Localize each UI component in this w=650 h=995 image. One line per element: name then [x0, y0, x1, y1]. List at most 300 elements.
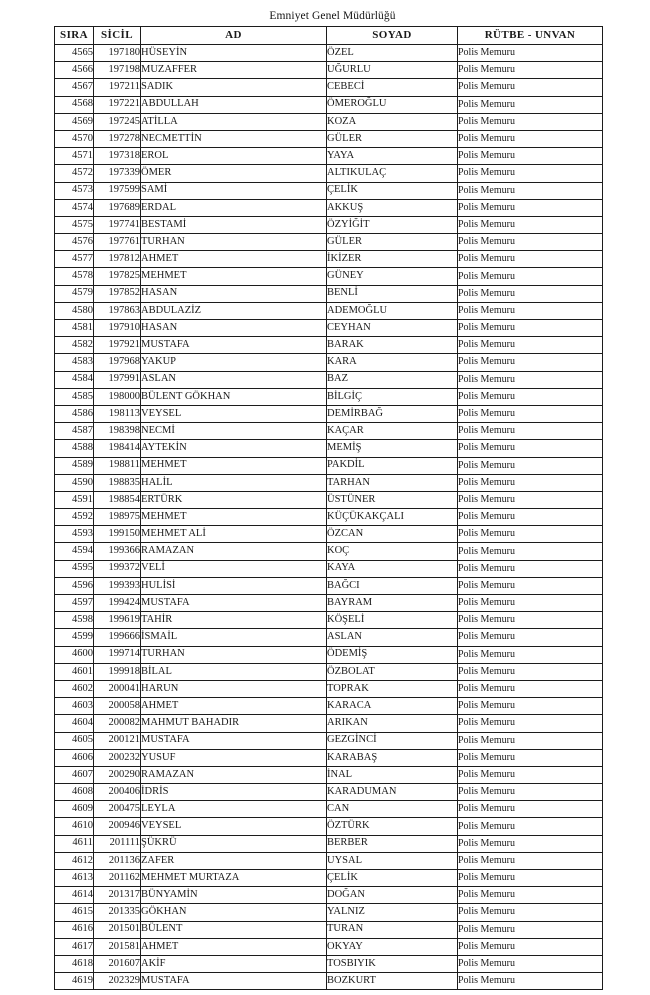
table-row — [55, 388, 603, 405]
table-row — [55, 543, 603, 560]
cell-rutbe: Polis Memuru — [458, 784, 603, 801]
table-row — [55, 354, 603, 371]
table-row — [55, 216, 603, 233]
cell-ad: HASAN — [141, 320, 327, 337]
cell-ad: HALİL — [141, 474, 327, 491]
cell-ad: RAMAZAN — [141, 766, 327, 783]
cell-sicil: 197863 — [94, 302, 141, 319]
column-header-rutbe: RÜTBE - UNVAN — [458, 27, 603, 45]
cell-sicil: 198398 — [94, 423, 141, 440]
cell-rutbe: Polis Memuru — [458, 491, 603, 508]
table-row — [55, 766, 603, 783]
cell-soyad: ÖZBOLAT — [327, 663, 458, 680]
cell-sicil: 197599 — [94, 182, 141, 199]
cell-rutbe: Polis Memuru — [458, 560, 603, 577]
cell-sicil: 198835 — [94, 474, 141, 491]
table-row — [55, 45, 603, 62]
table-row — [55, 955, 603, 972]
cell-sira: 4595 — [55, 560, 94, 577]
cell-soyad: KOÇ — [327, 543, 458, 560]
table-row — [55, 268, 603, 285]
cell-sira: 4602 — [55, 680, 94, 697]
cell-sicil: 200058 — [94, 698, 141, 715]
cell-sira: 4567 — [55, 79, 94, 96]
cell-sira: 4577 — [55, 251, 94, 268]
cell-soyad: GÜNEY — [327, 268, 458, 285]
cell-ad: BÜNYAMİN — [141, 887, 327, 904]
cell-soyad: TOSBIYIK — [327, 955, 458, 972]
cell-sicil: 199393 — [94, 577, 141, 594]
cell-sicil: 200041 — [94, 680, 141, 697]
cell-sicil: 198113 — [94, 405, 141, 422]
cell-soyad: CEBECİ — [327, 79, 458, 96]
table-row — [55, 663, 603, 680]
cell-ad: VELİ — [141, 560, 327, 577]
cell-ad: NECMİ — [141, 423, 327, 440]
cell-sira: 4598 — [55, 612, 94, 629]
cell-soyad: ÖZCAN — [327, 526, 458, 543]
cell-soyad: MEMİŞ — [327, 440, 458, 457]
cell-ad: MUSTAFA — [141, 595, 327, 612]
cell-rutbe: Polis Memuru — [458, 285, 603, 302]
cell-sira: 4585 — [55, 388, 94, 405]
cell-rutbe: Polis Memuru — [458, 766, 603, 783]
column-header-sicil: SİCİL — [94, 27, 141, 45]
table-row — [55, 302, 603, 319]
cell-rutbe: Polis Memuru — [458, 371, 603, 388]
cell-soyad: AKKUŞ — [327, 199, 458, 216]
cell-rutbe: Polis Memuru — [458, 182, 603, 199]
cell-sira: 4576 — [55, 234, 94, 251]
cell-sira: 4583 — [55, 354, 94, 371]
table-row — [55, 165, 603, 182]
cell-soyad: ÇELİK — [327, 870, 458, 887]
table-row — [55, 577, 603, 594]
cell-rutbe: Polis Memuru — [458, 973, 603, 990]
cell-soyad: İNAL — [327, 766, 458, 783]
cell-rutbe: Polis Memuru — [458, 887, 603, 904]
cell-sicil: 198854 — [94, 491, 141, 508]
table-row — [55, 612, 603, 629]
cell-rutbe: Polis Memuru — [458, 612, 603, 629]
table-row — [55, 79, 603, 96]
cell-sira: 4593 — [55, 526, 94, 543]
table-row — [55, 698, 603, 715]
cell-sicil: 197991 — [94, 371, 141, 388]
cell-sicil: 199714 — [94, 646, 141, 663]
table-row — [55, 371, 603, 388]
cell-rutbe: Polis Memuru — [458, 870, 603, 887]
cell-sira: 4582 — [55, 337, 94, 354]
cell-sicil: 198414 — [94, 440, 141, 457]
cell-sira: 4579 — [55, 285, 94, 302]
cell-sicil: 201501 — [94, 921, 141, 938]
cell-sicil: 199619 — [94, 612, 141, 629]
cell-soyad: OKYAY — [327, 938, 458, 955]
cell-ad: MEHMET — [141, 268, 327, 285]
cell-sicil: 200406 — [94, 784, 141, 801]
cell-sicil: 197910 — [94, 320, 141, 337]
table-row — [55, 405, 603, 422]
cell-soyad: UĞURLU — [327, 62, 458, 79]
cell-sicil: 200290 — [94, 766, 141, 783]
cell-ad: GÖKHAN — [141, 904, 327, 921]
cell-rutbe: Polis Memuru — [458, 663, 603, 680]
table-row — [55, 96, 603, 113]
cell-rutbe: Polis Memuru — [458, 904, 603, 921]
cell-soyad: ÖMEROĞLU — [327, 96, 458, 113]
cell-rutbe: Polis Memuru — [458, 732, 603, 749]
cell-sicil: 198975 — [94, 509, 141, 526]
cell-sicil: 199372 — [94, 560, 141, 577]
cell-rutbe: Polis Memuru — [458, 715, 603, 732]
cell-soyad: BARAK — [327, 337, 458, 354]
table-row — [55, 423, 603, 440]
table-header-row — [55, 27, 603, 45]
cell-ad: ABDULAZİZ — [141, 302, 327, 319]
cell-rutbe: Polis Memuru — [458, 320, 603, 337]
cell-soyad: ÖDEMİŞ — [327, 646, 458, 663]
cell-sicil: 198811 — [94, 457, 141, 474]
cell-sira: 4618 — [55, 955, 94, 972]
cell-sicil: 197278 — [94, 130, 141, 147]
table-row — [55, 801, 603, 818]
cell-rutbe: Polis Memuru — [458, 62, 603, 79]
cell-soyad: KOZA — [327, 113, 458, 130]
cell-rutbe: Polis Memuru — [458, 680, 603, 697]
cell-soyad: KARADUMAN — [327, 784, 458, 801]
cell-sicil: 197741 — [94, 216, 141, 233]
cell-sira: 4594 — [55, 543, 94, 560]
cell-rutbe: Polis Memuru — [458, 337, 603, 354]
cell-rutbe: Polis Memuru — [458, 45, 603, 62]
cell-sicil: 202329 — [94, 973, 141, 990]
cell-sira: 4601 — [55, 663, 94, 680]
cell-sira: 4591 — [55, 491, 94, 508]
cell-ad: HASAN — [141, 285, 327, 302]
cell-sira: 4617 — [55, 938, 94, 955]
cell-sicil: 197852 — [94, 285, 141, 302]
cell-ad: VEYSEL — [141, 818, 327, 835]
cell-sira: 4575 — [55, 216, 94, 233]
cell-ad: NECMETTİN — [141, 130, 327, 147]
cell-ad: BİLAL — [141, 663, 327, 680]
cell-sira: 4586 — [55, 405, 94, 422]
cell-sicil: 197761 — [94, 234, 141, 251]
table-row — [55, 938, 603, 955]
cell-sira: 4587 — [55, 423, 94, 440]
cell-sira: 4599 — [55, 629, 94, 646]
cell-rutbe: Polis Memuru — [458, 938, 603, 955]
cell-sicil: 197180 — [94, 45, 141, 62]
cell-sicil: 199918 — [94, 663, 141, 680]
table-row — [55, 491, 603, 508]
cell-sira: 4590 — [55, 474, 94, 491]
cell-sicil: 200082 — [94, 715, 141, 732]
cell-sira: 4608 — [55, 784, 94, 801]
cell-ad: TAHİR — [141, 612, 327, 629]
cell-ad: MEHMET MURTAZA — [141, 870, 327, 887]
cell-soyad: BOZKURT — [327, 973, 458, 990]
cell-soyad: YAYA — [327, 148, 458, 165]
table-row — [55, 732, 603, 749]
cell-sira: 4596 — [55, 577, 94, 594]
cell-rutbe: Polis Memuru — [458, 629, 603, 646]
cell-sira: 4611 — [55, 835, 94, 852]
cell-soyad: KARA — [327, 354, 458, 371]
cell-sicil: 201335 — [94, 904, 141, 921]
cell-rutbe: Polis Memuru — [458, 148, 603, 165]
cell-rutbe: Polis Memuru — [458, 955, 603, 972]
cell-ad: TURHAN — [141, 646, 327, 663]
cell-rutbe: Polis Memuru — [458, 130, 603, 147]
cell-ad: AKİF — [141, 955, 327, 972]
cell-rutbe: Polis Memuru — [458, 405, 603, 422]
cell-ad: MUSTAFA — [141, 337, 327, 354]
cell-sira: 4613 — [55, 870, 94, 887]
cell-ad: MUSTAFA — [141, 973, 327, 990]
cell-ad: MEHMET ALİ — [141, 526, 327, 543]
cell-sicil: 197198 — [94, 62, 141, 79]
cell-ad: AYTEKİN — [141, 440, 327, 457]
table-row — [55, 113, 603, 130]
cell-sira: 4568 — [55, 96, 94, 113]
cell-sira: 4610 — [55, 818, 94, 835]
cell-soyad: DEMİRBAĞ — [327, 405, 458, 422]
cell-ad: ÖMER — [141, 165, 327, 182]
cell-sicil: 197211 — [94, 79, 141, 96]
table-row — [55, 887, 603, 904]
cell-sicil: 197689 — [94, 199, 141, 216]
cell-sicil: 199150 — [94, 526, 141, 543]
cell-rutbe: Polis Memuru — [458, 423, 603, 440]
cell-ad: MEHMET — [141, 457, 327, 474]
cell-rutbe: Polis Memuru — [458, 801, 603, 818]
cell-rutbe: Polis Memuru — [458, 302, 603, 319]
cell-sira: 4609 — [55, 801, 94, 818]
cell-soyad: BAĞCI — [327, 577, 458, 594]
cell-ad: TURHAN — [141, 234, 327, 251]
cell-sicil: 201607 — [94, 955, 141, 972]
cell-rutbe: Polis Memuru — [458, 79, 603, 96]
cell-ad: ERTÜRK — [141, 491, 327, 508]
cell-ad: İSMAİL — [141, 629, 327, 646]
table-row — [55, 234, 603, 251]
cell-soyad: BİLGİÇ — [327, 388, 458, 405]
cell-soyad: KÖŞELİ — [327, 612, 458, 629]
cell-soyad: BAYRAM — [327, 595, 458, 612]
cell-sicil: 197921 — [94, 337, 141, 354]
table-row — [55, 199, 603, 216]
cell-sira: 4614 — [55, 887, 94, 904]
cell-rutbe: Polis Memuru — [458, 354, 603, 371]
cell-sira: 4604 — [55, 715, 94, 732]
cell-rutbe: Polis Memuru — [458, 835, 603, 852]
cell-sicil: 201136 — [94, 852, 141, 869]
cell-sira: 4570 — [55, 130, 94, 147]
cell-rutbe: Polis Memuru — [458, 595, 603, 612]
cell-soyad: KÜÇÜKAKÇALI — [327, 509, 458, 526]
cell-soyad: CEYHAN — [327, 320, 458, 337]
cell-rutbe: Polis Memuru — [458, 474, 603, 491]
cell-rutbe: Polis Memuru — [458, 234, 603, 251]
cell-soyad: ÜSTÜNER — [327, 491, 458, 508]
cell-soyad: ÖZTÜRK — [327, 818, 458, 835]
cell-soyad: ALTIKULAÇ — [327, 165, 458, 182]
cell-ad: VEYSEL — [141, 405, 327, 422]
cell-rutbe: Polis Memuru — [458, 216, 603, 233]
table-row — [55, 182, 603, 199]
table-row — [55, 852, 603, 869]
table-row — [55, 560, 603, 577]
cell-soyad: BERBER — [327, 835, 458, 852]
cell-soyad: İKİZER — [327, 251, 458, 268]
table-body — [55, 45, 603, 990]
cell-sira: 4615 — [55, 904, 94, 921]
cell-sira: 4566 — [55, 62, 94, 79]
cell-soyad: ÇELİK — [327, 182, 458, 199]
cell-sira: 4580 — [55, 302, 94, 319]
cell-sira: 4600 — [55, 646, 94, 663]
cell-sira: 4589 — [55, 457, 94, 474]
cell-rutbe: Polis Memuru — [458, 818, 603, 835]
table-row — [55, 595, 603, 612]
table-row — [55, 784, 603, 801]
cell-soyad: ÖZEL — [327, 45, 458, 62]
table-row — [55, 251, 603, 268]
table-row — [55, 870, 603, 887]
cell-soyad: DOĞAN — [327, 887, 458, 904]
cell-sicil: 197812 — [94, 251, 141, 268]
cell-sira: 4573 — [55, 182, 94, 199]
cell-soyad: GÜLER — [327, 130, 458, 147]
cell-ad: YUSUF — [141, 749, 327, 766]
cell-ad: MEHMET — [141, 509, 327, 526]
cell-ad: İDRİS — [141, 784, 327, 801]
cell-ad: HÜSEYİN — [141, 45, 327, 62]
cell-sira: 4603 — [55, 698, 94, 715]
cell-soyad: KARACA — [327, 698, 458, 715]
cell-soyad: GEZGİNCİ — [327, 732, 458, 749]
table-row — [55, 921, 603, 938]
cell-soyad: ARIKAN — [327, 715, 458, 732]
cell-ad: LEYLA — [141, 801, 327, 818]
cell-sicil: 197339 — [94, 165, 141, 182]
cell-sicil: 197968 — [94, 354, 141, 371]
cell-rutbe: Polis Memuru — [458, 440, 603, 457]
table-row — [55, 62, 603, 79]
cell-sira: 4572 — [55, 165, 94, 182]
table-row — [55, 526, 603, 543]
cell-rutbe: Polis Memuru — [458, 251, 603, 268]
table-row — [55, 440, 603, 457]
cell-soyad: KAYA — [327, 560, 458, 577]
cell-sicil: 199424 — [94, 595, 141, 612]
table-row — [55, 337, 603, 354]
cell-sicil: 200475 — [94, 801, 141, 818]
cell-rutbe: Polis Memuru — [458, 113, 603, 130]
cell-ad: SAMİ — [141, 182, 327, 199]
cell-soyad: TARHAN — [327, 474, 458, 491]
cell-rutbe: Polis Memuru — [458, 921, 603, 938]
cell-sicil: 201162 — [94, 870, 141, 887]
cell-soyad: TURAN — [327, 921, 458, 938]
cell-rutbe: Polis Memuru — [458, 646, 603, 663]
cell-rutbe: Polis Memuru — [458, 388, 603, 405]
cell-sira: 4571 — [55, 148, 94, 165]
cell-ad: ASLAN — [141, 371, 327, 388]
table-row — [55, 835, 603, 852]
cell-sira: 4619 — [55, 973, 94, 990]
cell-ad: SADIK — [141, 79, 327, 96]
cell-ad: BÜLENT GÖKHAN — [141, 388, 327, 405]
cell-sicil: 200946 — [94, 818, 141, 835]
cell-sira: 4607 — [55, 766, 94, 783]
table-header — [55, 27, 603, 45]
cell-soyad: YALNIZ — [327, 904, 458, 921]
cell-soyad: KAÇAR — [327, 423, 458, 440]
cell-sicil: 199666 — [94, 629, 141, 646]
cell-rutbe: Polis Memuru — [458, 749, 603, 766]
cell-rutbe: Polis Memuru — [458, 543, 603, 560]
table-row — [55, 457, 603, 474]
table-row — [55, 818, 603, 835]
cell-sira: 4569 — [55, 113, 94, 130]
cell-sicil: 197825 — [94, 268, 141, 285]
cell-soyad: KARABAŞ — [327, 749, 458, 766]
table-row — [55, 973, 603, 990]
table-row — [55, 749, 603, 766]
cell-ad: MAHMUT BAHADIR — [141, 715, 327, 732]
cell-sicil: 197245 — [94, 113, 141, 130]
cell-rutbe: Polis Memuru — [458, 457, 603, 474]
cell-sicil: 201111 — [94, 835, 141, 852]
cell-rutbe: Polis Memuru — [458, 852, 603, 869]
table-row — [55, 320, 603, 337]
cell-ad: MUSTAFA — [141, 732, 327, 749]
cell-sicil: 197318 — [94, 148, 141, 165]
cell-ad: BESTAMİ — [141, 216, 327, 233]
cell-sira: 4578 — [55, 268, 94, 285]
cell-ad: EROL — [141, 148, 327, 165]
cell-rutbe: Polis Memuru — [458, 96, 603, 113]
cell-ad: AHMET — [141, 698, 327, 715]
cell-sira: 4605 — [55, 732, 94, 749]
cell-soyad: ÖZYİĞİT — [327, 216, 458, 233]
cell-ad: RAMAZAN — [141, 543, 327, 560]
cell-sira: 4597 — [55, 595, 94, 612]
cell-ad: AHMET — [141, 938, 327, 955]
column-header-soyad: SOYAD — [327, 27, 458, 45]
page-title: Emniyet Genel Müdürlüğü — [269, 10, 396, 22]
cell-sira: 4574 — [55, 199, 94, 216]
cell-ad: ERDAL — [141, 199, 327, 216]
cell-sicil: 201581 — [94, 938, 141, 955]
table-row — [55, 285, 603, 302]
cell-ad: ZAFER — [141, 852, 327, 869]
cell-ad: YAKUP — [141, 354, 327, 371]
cell-sira: 4565 — [55, 45, 94, 62]
table-row — [55, 629, 603, 646]
column-header-sira: SIRA — [55, 27, 94, 45]
cell-sicil: 197221 — [94, 96, 141, 113]
cell-sira: 4588 — [55, 440, 94, 457]
table-row — [55, 130, 603, 147]
table-row — [55, 148, 603, 165]
cell-ad: BÜLENT — [141, 921, 327, 938]
cell-soyad: GÜLER — [327, 234, 458, 251]
cell-sicil: 198000 — [94, 388, 141, 405]
